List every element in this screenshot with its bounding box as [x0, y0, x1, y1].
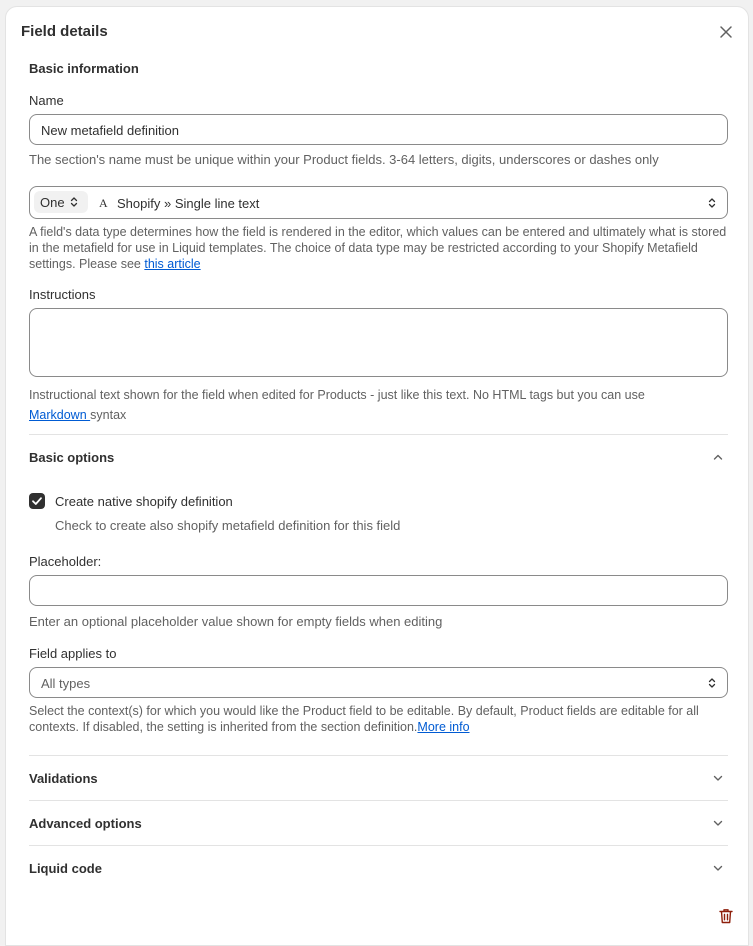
type-value: Shopify » Single line text — [117, 196, 260, 211]
this-article-link[interactable]: this article — [144, 257, 201, 271]
basic-options-heading: Basic options — [29, 450, 115, 465]
name-help: The section's name must be unique within your Product fields. 3-64 letters, digits, underscores or dashes only — [29, 152, 659, 167]
basic-information-heading: Basic information — [29, 61, 139, 76]
validations-toggle[interactable] — [29, 756, 728, 800]
chevron-down-icon — [712, 772, 724, 784]
checkmark-icon — [29, 493, 45, 509]
chevron-down-icon — [712, 817, 724, 829]
instructions-help-text: Instructional text shown for the field when edited for Products - just like this text. No HTML tags but you can use — [29, 388, 645, 402]
instructions-label: Instructions — [29, 287, 96, 302]
cardinality-select[interactable] — [34, 191, 88, 213]
applies-to-help-text: Select the context(s) for which you would like the Product field to be editable. By default, Product fields are editable for all contexts. If disabled, the setting is inherited from the section definition. — [29, 704, 699, 734]
markdown-link[interactable]: Markdown — [29, 408, 91, 422]
applies-to-help — [29, 703, 729, 735]
close-icon[interactable] — [718, 24, 734, 40]
applies-to-value: All types — [41, 676, 91, 691]
liquid-code-toggle[interactable] — [29, 846, 728, 890]
chevron-up-icon — [712, 451, 724, 463]
chevron-down-icon — [712, 862, 724, 874]
instructions-help — [29, 385, 729, 425]
basic-options-toggle[interactable] — [29, 435, 728, 479]
chevron-updown-icon — [70, 196, 78, 208]
text-type-icon: A — [99, 196, 108, 210]
more-info-link[interactable]: More info — [417, 720, 470, 734]
name-label: Name — [29, 93, 64, 108]
applies-to-select[interactable] — [29, 667, 728, 698]
chevron-updown-icon — [708, 677, 716, 689]
native-definition-help: Check to create also shopify metafield definition for this field — [55, 518, 401, 533]
type-help-text: A field's data type determines how the field is rendered in the editor, which values can be entered and ultimately what is stored in the metafield for use in Liquid templates. The choice of data type may be restricted according to your Shopify Metafield settings. Please see — [29, 225, 727, 271]
panel-title: Field details — [21, 23, 108, 40]
type-selector[interactable] — [29, 186, 728, 219]
cardinality-value: One — [40, 195, 65, 210]
name-input-value: New metafield definition — [41, 123, 180, 138]
placeholder-help: Enter an optional placeholder value shown for empty fields when editing — [29, 614, 443, 629]
name-input[interactable] — [29, 114, 728, 145]
validations-heading: Validations — [29, 771, 98, 786]
native-definition-label[interactable]: Create native shopify definition — [55, 494, 233, 509]
type-help — [29, 224, 729, 272]
field-details-panel — [5, 6, 749, 946]
advanced-options-toggle[interactable] — [29, 801, 728, 845]
instructions-textarea[interactable] — [29, 308, 728, 377]
delete-trash-icon[interactable] — [719, 908, 733, 924]
placeholder-input[interactable] — [29, 575, 728, 606]
native-definition-checkbox[interactable] — [29, 493, 45, 509]
advanced-options-heading: Advanced options — [29, 816, 142, 831]
applies-to-label: Field applies to — [29, 646, 117, 661]
placeholder-label: Placeholder: — [29, 554, 102, 569]
liquid-code-heading: Liquid code — [29, 861, 102, 876]
chevron-updown-icon — [708, 197, 716, 209]
markdown-suffix: syntax — [90, 408, 127, 422]
